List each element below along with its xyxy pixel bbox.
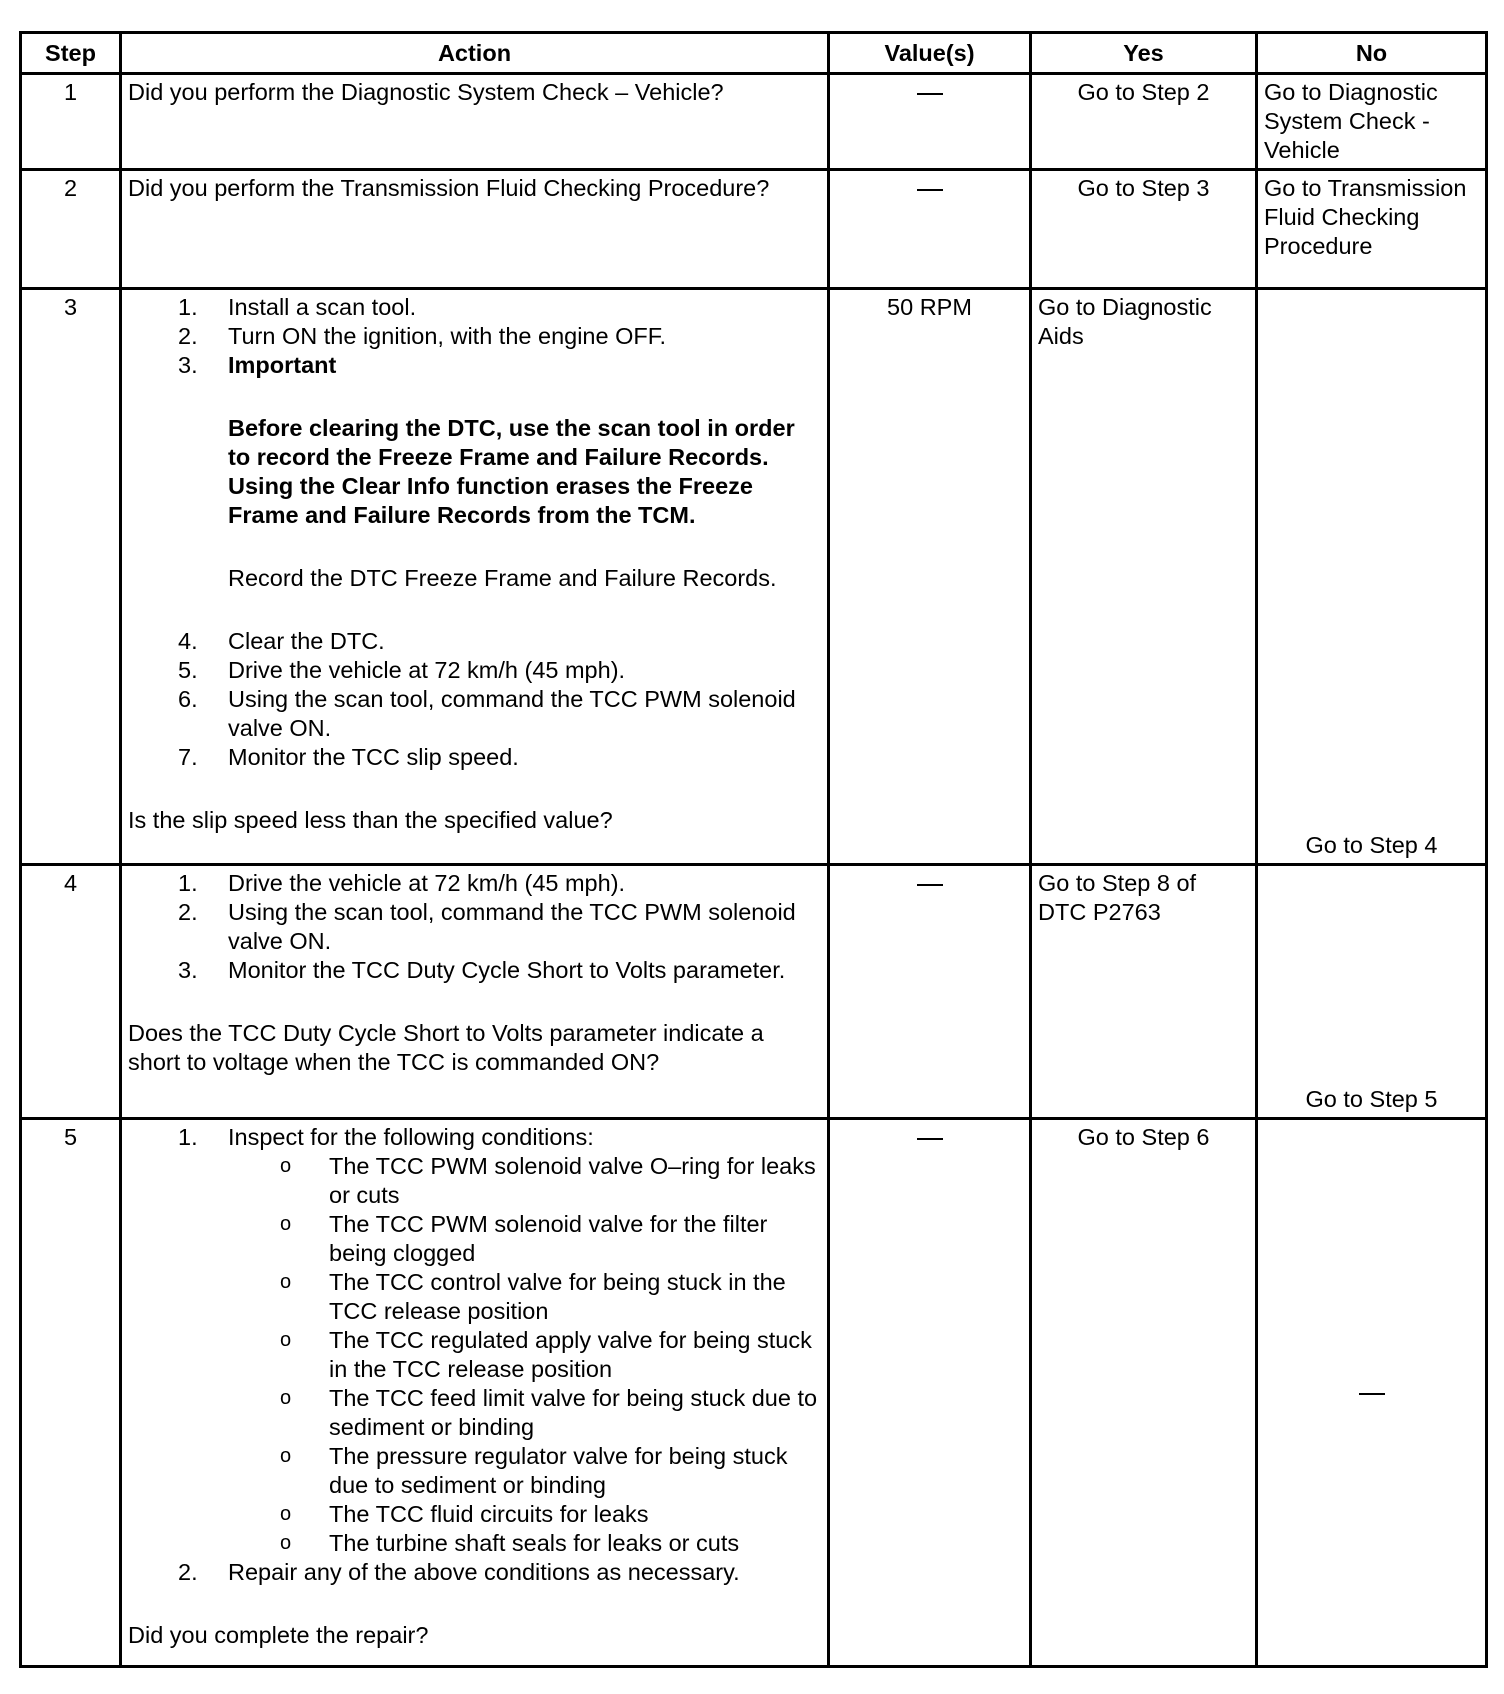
question-text: Does the TCC Duty Cycle Short to Volts parameter indicate a short to voltage when the TCC is commanded ON? [128, 1020, 764, 1075]
condition-item: o The pressure regulator valve for being stuck due to sediment or binding [280, 1443, 788, 1498]
header-step: Step [21, 33, 121, 74]
important-title: Important [228, 352, 337, 378]
dash-mark [917, 93, 943, 95]
list-item-important: 3. Important Before clearing the DTC, use the scan tool in order to record the Freeze Frame and Failure Records. Using the Clear Info function erases the Freeze Frame and Failure Records from the TCM. Record the DTC Freeze Frame and Failure Records. [128, 351, 821, 627]
yes-link[interactable]: Go to Step 8 of DTC P2763 [1031, 865, 1257, 1119]
header-no: No [1257, 33, 1487, 74]
condition-item: o The TCC regulated apply valve for being stuck in the TCC release position [280, 1327, 812, 1382]
condition-item: o The TCC PWM solenoid valve O–ring for leaks or cuts [280, 1153, 816, 1208]
list-item: 7. Monitor the TCC slip speed. [178, 744, 519, 770]
table-row-step-1 [21, 74, 1487, 170]
dash-mark [917, 884, 943, 886]
table-row-step-5 [21, 1119, 1487, 1667]
list-item: 1. Drive the vehicle at 72 km/h (45 mph). [178, 870, 626, 896]
list-item: 1. Inspect for the following conditions: o The TCC PWM solenoid valve O–ring for leaks or cuts o The TCC PWM solenoid valve for the filter being clogged o The TCC control valve for being stuck in the TCC release position o The TCC regulated apply valve for being stuck in the TCC release position o The TCC feed limit valve for being stuck due to sediment or binding o The pressure regulator valve for being stuck due to sediment or binding o The TCC fluid circuits for leaks o The turbine shaft seals for leaks or cuts [128, 1123, 821, 1558]
step-number: 4 [21, 865, 121, 1119]
value-cell [829, 170, 1031, 289]
condition-list [228, 1152, 821, 1558]
step-number: 1 [21, 74, 121, 170]
action-cell [121, 289, 829, 865]
condition-item: o The turbine shaft seals for leaks or cuts [280, 1530, 740, 1556]
value-cell: 50 RPM [829, 289, 1031, 865]
question-text: Did you complete the repair? [128, 1622, 429, 1648]
yes-link[interactable]: Go to Step 6 [1031, 1119, 1257, 1667]
step-number: 5 [21, 1119, 121, 1667]
action-text: Did you perform the Diagnostic System Check – Vehicle? [121, 74, 829, 170]
action-cell [121, 1119, 829, 1667]
yes-link[interactable]: Go to Step 2 [1031, 74, 1257, 170]
condition-item: o The TCC PWM solenoid valve for the filter being clogged [280, 1211, 768, 1266]
action-cell [121, 865, 829, 1119]
condition-item: o The TCC control valve for being stuck in the TCC release position [280, 1269, 786, 1324]
dash-mark [917, 1138, 943, 1140]
action-text: Did you perform the Transmission Fluid Checking Procedure? [121, 170, 829, 289]
condition-item: o The TCC feed limit valve for being stuck due to sediment or binding [280, 1385, 818, 1440]
condition-item: o The TCC fluid circuits for leaks [280, 1501, 649, 1527]
header-action: Action [121, 33, 829, 74]
list-item: 4. Clear the DTC. [178, 628, 385, 654]
header-row [21, 33, 1487, 74]
dash-mark [917, 189, 943, 191]
step-number: 2 [21, 170, 121, 289]
action-steps [128, 1123, 821, 1587]
table-row-step-3 [21, 289, 1487, 865]
no-cell [1257, 1119, 1487, 1667]
question-text: Is the slip speed less than the specified value? [128, 807, 613, 833]
yes-link[interactable]: Go to Diagnostic Aids [1031, 289, 1257, 865]
header-yes: Yes [1031, 33, 1257, 74]
value-cell [829, 74, 1031, 170]
dash-mark [1359, 1393, 1385, 1395]
list-item: 2. Turn ON the ignition, with the engine OFF. [178, 323, 667, 349]
list-item: 6. Using the scan tool, command the TCC PWM solenoid valve ON. [178, 686, 796, 741]
table-row-step-4 [21, 865, 1487, 1119]
list-item: 2. Using the scan tool, command the TCC PWM solenoid valve ON. [178, 899, 796, 954]
step-number: 3 [21, 289, 121, 865]
list-item: 1. Install a scan tool. [178, 294, 417, 320]
table-row-step-2 [21, 170, 1487, 289]
list-item: 2. Repair any of the above conditions as necessary. [178, 1559, 740, 1585]
diagnostic-table [19, 31, 1488, 1668]
no-link[interactable]: Go to Step 5 [1257, 865, 1487, 1119]
important-body: Before clearing the DTC, use the scan tool in order to record the Freeze Frame and Failure Records. Using the Clear Info function erases the Freeze Frame and Failure Records from the TCM. [228, 415, 795, 528]
action-steps [128, 869, 821, 985]
yes-link[interactable]: Go to Step 3 [1031, 170, 1257, 289]
no-link[interactable]: Go to Transmission Fluid Checking Procedure [1257, 170, 1487, 289]
no-link[interactable]: Go to Diagnostic System Check - Vehicle [1257, 74, 1487, 170]
header-values: Value(s) [829, 33, 1031, 74]
list-item: 3. Monitor the TCC Duty Cycle Short to Volts parameter. [178, 957, 786, 983]
value-cell [829, 1119, 1031, 1667]
no-link[interactable]: Go to Step 4 [1257, 289, 1487, 865]
important-note: Record the DTC Freeze Frame and Failure Records. [228, 565, 777, 591]
list-item: 5. Drive the vehicle at 72 km/h (45 mph). [178, 657, 626, 683]
value-cell [829, 865, 1031, 1119]
action-steps [128, 293, 821, 772]
